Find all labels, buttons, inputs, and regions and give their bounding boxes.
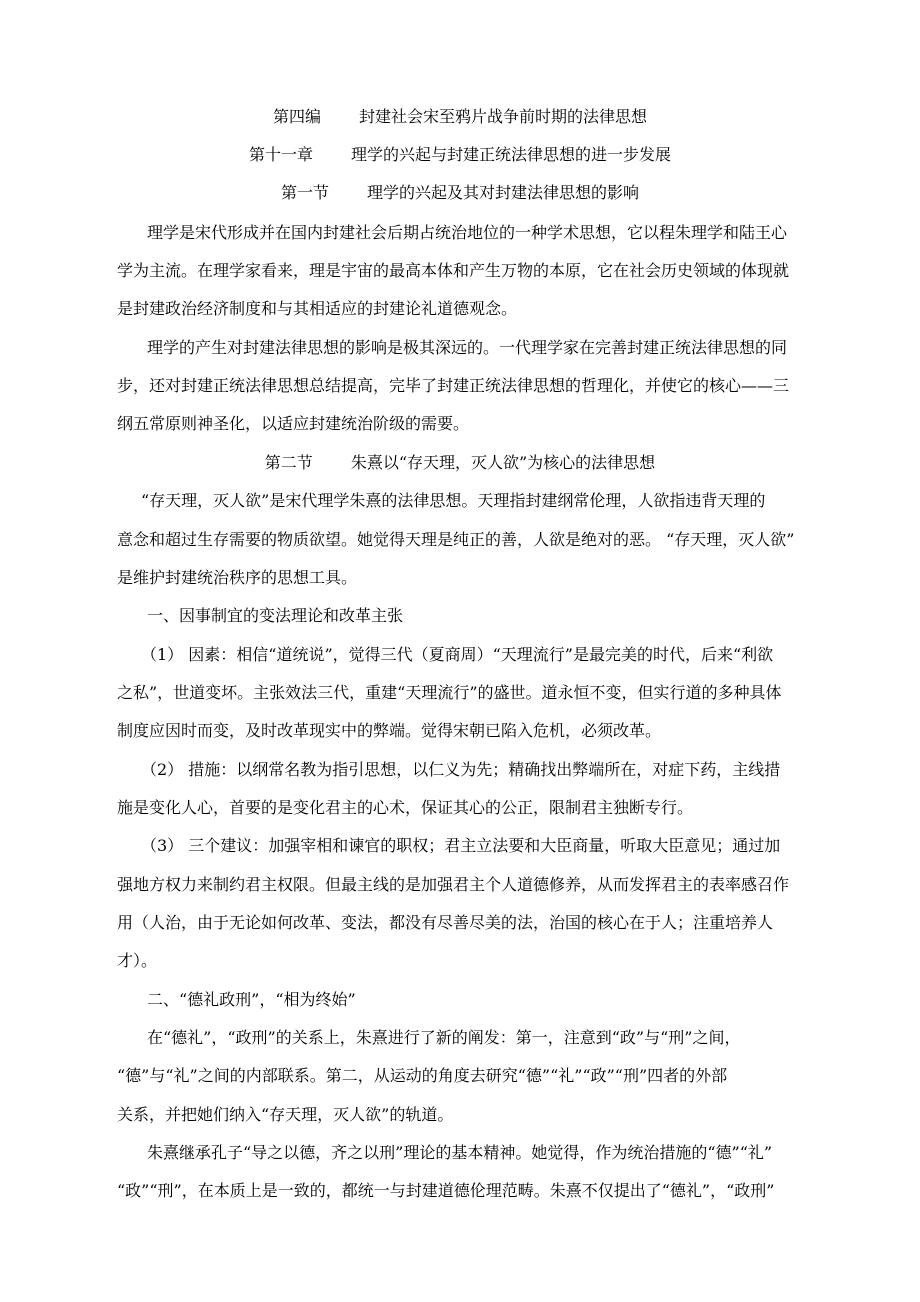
- paragraph-line: （3） 三个建议：加强宰相和谏官的职权；君主立法要和大臣商量，听取大臣意见；通过加: [141, 836, 781, 855]
- part-title: 封建社会宋至鸦片战争前时期的法律思想: [359, 107, 648, 126]
- section2-label: 第二节: [264, 453, 313, 472]
- paragraph-line: 在“德礼”，“政刑”的关系上，朱熹进行了新的阐发：第一，注意到“政”与“刑”之间，: [147, 1028, 741, 1047]
- paragraph-line: 之私”，世道变坏。主张效法三代，重建“天理流行”的盛世。道永恒不变，但实行道的多种具体: [117, 683, 782, 702]
- paragraph-line: 纲五常原则神圣化，以适应封建统治阶级的需要。: [117, 414, 470, 433]
- paragraph-line: 学为主流。在理学家看来，理是宇宙的最高本体和产生万物的本原，它在社会历史领域的体现就: [117, 261, 790, 280]
- section1-heading: [0, 183, 920, 203]
- subheading: 一、因事制宜的变法理论和改革主张: [147, 606, 404, 625]
- section1-label: 第一节: [280, 183, 329, 202]
- chapter-label: 第十一章: [248, 145, 313, 164]
- chapter-title: 理学的兴起与封建正统法律思想的进一步发展: [351, 145, 672, 164]
- paragraph-line: 朱熹继承孔子“导之以德，齐之以刑”理论的基本精神。她觉得，作为统治措施的“德”“礼”: [147, 1143, 773, 1162]
- paragraph-line: 是维护封建统治秩序的思想工具。: [117, 568, 358, 587]
- part-label: 第四编: [272, 107, 321, 126]
- part-heading: [0, 107, 920, 127]
- paragraph-line: “政”“刑”，在本质上是一致的，都统一与封建道德伦理范畴。朱熹不仅提出了“德礼”，“政刑”: [117, 1181, 775, 1200]
- paragraph-line: 才）。: [117, 951, 158, 970]
- paragraph-line: （2） 措施：以纲常名教为指引思想，以仁义为先；精确找出弊端所在，对症下药，主线措: [141, 760, 781, 779]
- paragraph-line: 关系，并把她们纳入“存天理，灭人欲”的轨道。: [117, 1105, 454, 1124]
- paragraph-line: 理学是宋代形成并在国内封建社会后期占统治地位的一种学术思想，它以程朱理学和陆王心: [147, 223, 788, 242]
- paragraph-line: 强地方权力来制约君主权限。但最主线的是加强君主个人道德修养，从而发挥君主的表率感召作: [117, 875, 790, 894]
- paragraph-line: “存天理，灭人欲”是宋代理学朱熹的法律思想。天理指封建纲常伦理，人欲指违背天理的: [141, 491, 766, 510]
- paragraph-line: 用（人治，由于无论如何改革、变法，都没有尽善尽美的法，治国的核心在于人；注重培养人: [117, 913, 774, 932]
- paragraph-line: “德”与“礼”之间的内部联系。第二，从运动的角度去研究“德”“礼”“政”“刑”四者的外部: [117, 1066, 728, 1085]
- paragraph-line: 意念和超过生存需要的物质欲望。她觉得天理是纯正的善，人欲是绝对的恶。 “存天理，灭人欲”: [117, 530, 795, 549]
- paragraph-line: 施是变化人心，首要的是变化君主的心术，保证其心的公正，限制君主独断专行。: [117, 798, 694, 817]
- paragraph-line: 步，还对封建正统法律思想总结提高，完毕了封建正统法律思想的哲理化，并使它的核心——三: [117, 376, 790, 395]
- subheading: 二、“德礼政刑”，“相为终始”: [147, 990, 356, 1009]
- paragraph-line: 理学的产生对封建法律思想的影响是极其深远的。一代理学家在完善封建正统法律思想的同: [147, 338, 788, 357]
- section1-title: 理学的兴起及其对封建法律思想的影响: [367, 183, 640, 202]
- paragraph-line: 是封建政治经济制度和与其相适应的封建论礼道德观念。: [117, 299, 518, 318]
- section2-heading: [0, 453, 920, 473]
- chapter-heading: [0, 145, 920, 165]
- paragraph-line: （1） 因素：相信“道统说”，觉得三代（夏商周）“天理流行”是最完美的时代，后来“利欲: [141, 645, 774, 664]
- paragraph-line: 制度应因时而变，及时改革现实中的弊端。觉得宋朝已陷入危机，必须改革。: [117, 721, 662, 740]
- section2-title: 朱熹以“存天理，灭人欲”为核心的法律思想: [350, 453, 656, 472]
